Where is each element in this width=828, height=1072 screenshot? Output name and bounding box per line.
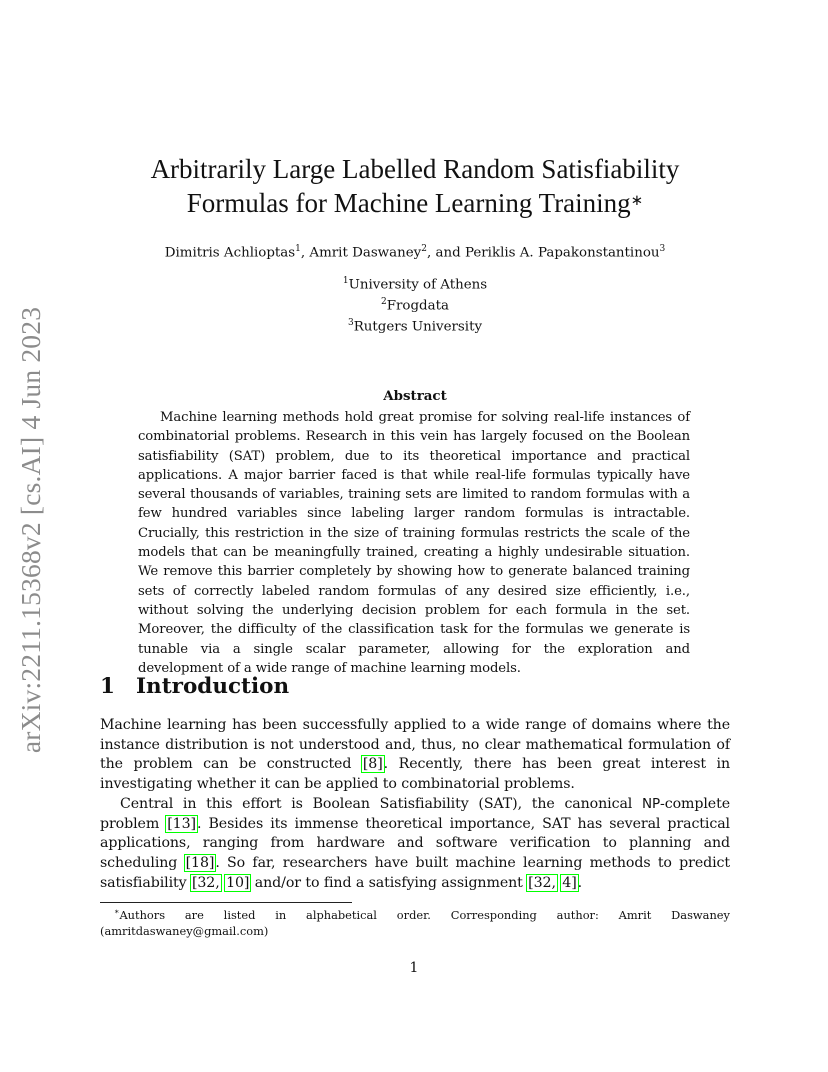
abstract-heading: Abstract [383, 388, 447, 404]
citation-link[interactable]: 10] [226, 874, 250, 891]
section-title: Introduction [136, 674, 290, 699]
paper-title [100, 152, 730, 220]
author-affiliation-mark: 3 [659, 244, 666, 254]
author-affiliation-mark: 1 [295, 244, 301, 254]
title-line-2: Formulas for Machine Learning Training∗ [186, 188, 644, 218]
arxiv-sidebar-stamp [9, 305, 53, 755]
affiliation-list [100, 273, 730, 335]
footnote [100, 904, 730, 940]
citation-link[interactable]: [18] [185, 854, 215, 871]
citation-link[interactable]: [32, [191, 874, 220, 891]
arxiv-identifier: arXiv:2211.15368v2 [cs.AI] 4 Jun 2023 [15, 306, 46, 754]
citation-link[interactable]: 4] [562, 874, 577, 891]
paragraph: Machine learning has been successfully applied to a wide range of domains where the instance distribution is not understood and, thus, no clear mathematical formulation of the problem can be constructed [8]. Recently, there has been great interest in investigating whether it can be applied to combinatorial problems. [100, 717, 730, 793]
introduction-body [100, 716, 730, 893]
citation-link[interactable]: [13] [167, 815, 196, 832]
author-name: Periklis A. Papakonstantinou [464, 245, 660, 261]
abstract-text: Machine learning methods hold great promise for solving real-life instances of combinatorial problems. Research in this vein has largely focused on the Boolean satisfiability (SAT) problem, due to its theoretical importance and practical applications. A major barrier faced is that while real-life formulas typically have several thousands of variables, training sets are limited to random formulas with a few hundred variables since labeling larger random formulas is intractable. Crucially, this restriction in the size of training formulas restricts the scale of the models that can be meaningfully trained, creating a highly undesirable situation. We remove this barrier completely by showing how to generate balanced training sets of correctly labeled random formulas of any desired size efficiently, i.e., without solving the underlying decision problem for each formula in the set. Moreover, the difficulty of the classification task for the formulas we generate is tunable via a single scalar parameter, allowing for the exploration and development of a wide range of machine learning models. [138, 410, 690, 676]
paragraph: Central in this effort is Boolean Satisfiability (SAT), the canonical NP-complete problem [13]. Besides its immense theoretical importance, SAT has several practical applications, ranging from hardware and software verification to planning and scheduling [18]. So far, researchers have built machine learning methods to predict satisfiability [32, 10] and/or to find a satisfying assignment [32, 4]. [100, 795, 730, 891]
title-line-1: Arbitrarily Large Labelled Random Satisfiability [150, 154, 680, 184]
title-footnote-mark[interactable]: ∗ [630, 193, 644, 209]
author-affiliation-mark: 2 [421, 244, 427, 254]
affiliation: $^2$Frogdata [381, 296, 449, 314]
citation-link[interactable]: [32, [528, 874, 556, 891]
section-heading [100, 673, 289, 701]
footnote-text: Authors are listed in alphabetical order. Corresponding author: Amrit Daswaney (amritdaswaney@gmail.com) [100, 907, 730, 939]
affiliation: $^3$Rutgers University [347, 317, 483, 334]
author-list: Dimitris Achlioptas$^1$, Amrit Daswaney$^2$, and Periklis A. Papakonstantinou$^3$ [164, 244, 666, 261]
citation-link[interactable]: [8] [362, 756, 383, 773]
page-number: 1 [409, 960, 419, 976]
footnote-rule [100, 902, 352, 903]
author-name: Amrit Daswaney [309, 245, 422, 261]
author-name: Dimitris Achlioptas [164, 245, 296, 261]
footnote-mark: ∗ [114, 907, 120, 916]
affiliation: $^1$University of Athens [342, 276, 488, 293]
complexity-class-np: NP [642, 795, 661, 812]
section-number: 1 [100, 674, 115, 699]
